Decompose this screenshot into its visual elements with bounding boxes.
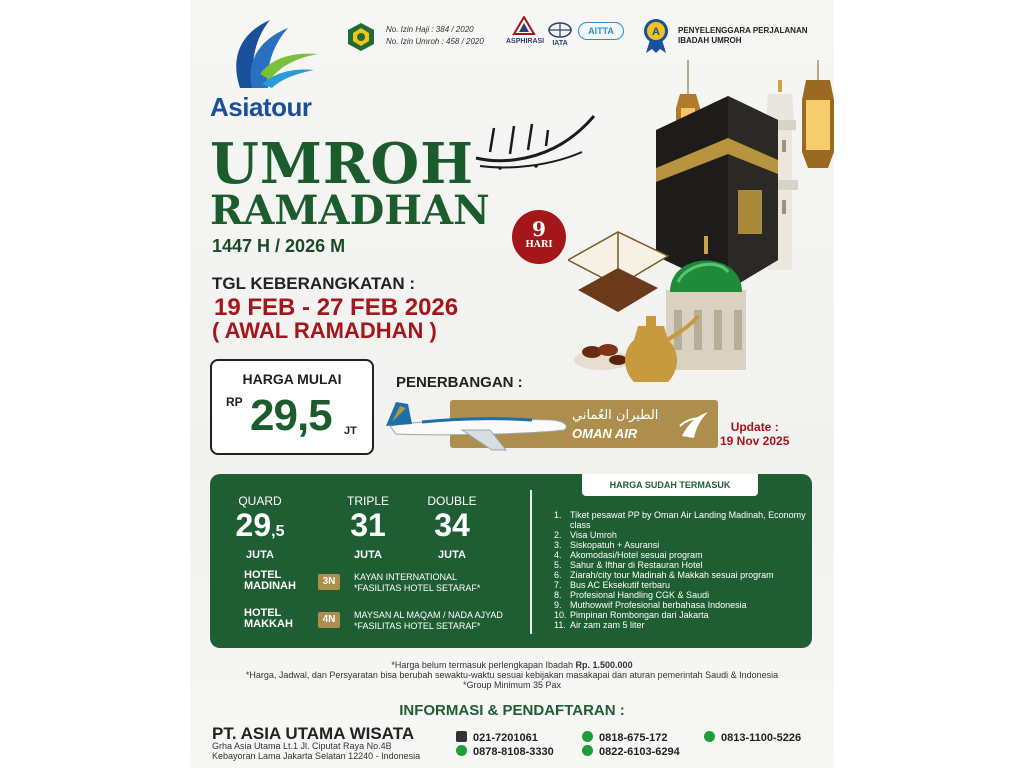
- departure-note: ( AWAL RAMADHAN ): [212, 318, 437, 343]
- price-label: HARGA MULAI: [242, 371, 342, 387]
- inclusion-text: Profesional Handling CGK & Saudi: [570, 590, 710, 600]
- room-double: [412, 494, 492, 561]
- aitta-logo: [578, 22, 624, 40]
- hotel-note: *FASILITAS HOTEL SETARAF*: [354, 621, 481, 631]
- license-haji: No. Izin Haji : 384 / 2020: [386, 25, 474, 34]
- asiatour-logo-icon: [210, 18, 320, 92]
- room-unit: JUTA: [354, 549, 382, 561]
- inclusion-text: Tiket pesawat PP by Oman Air Landing Madinah, Economy class: [570, 510, 806, 530]
- note-ibadah: [190, 660, 834, 670]
- organizer-line1: PENYELENGGARA PERJALANAN: [678, 26, 808, 35]
- title-year: 1447 H / 2026 M: [212, 236, 346, 256]
- duration-number: 9: [532, 217, 546, 241]
- organizer-line2: IBADAH UMROH: [678, 36, 742, 45]
- room-unit: JUTA: [246, 549, 274, 561]
- hotel-city-name: MAKKAH: [244, 618, 293, 630]
- inclusion-text: Sahur & Ifthar di Restauran Hotel: [570, 560, 703, 570]
- title-ramadhan: RAMADHAN: [210, 187, 490, 234]
- kemenag-emblem-icon: [346, 22, 376, 52]
- room-name: DOUBLE: [427, 494, 477, 508]
- price-value: 29,5: [250, 391, 332, 440]
- hotel-nights: 4N: [318, 612, 340, 628]
- room-name: TRIPLE: [346, 494, 389, 508]
- svg-text:A: A: [652, 26, 660, 38]
- large-lantern-icon: [802, 80, 834, 168]
- contact-whatsapp-3[interactable]: [582, 745, 680, 758]
- phone-icon: [456, 731, 467, 742]
- room-price-main: 31: [350, 507, 386, 543]
- inclusion-text: Siskopatuh + Asuransi: [570, 540, 660, 550]
- inclusion-text: Pimpinan Rombongan dari Jakarta: [570, 610, 709, 620]
- whatsapp-number: 0813-1100-5226: [721, 732, 802, 744]
- hotel-label: HOTEL: [244, 569, 282, 581]
- note-ibadah-text: *Harga belum termasuk perlengkapan Ibadah: [391, 660, 576, 670]
- airline-name: OMAN AIR: [572, 426, 638, 441]
- hotel-nights: 3N: [318, 574, 340, 590]
- list-item: 5. Sahur & Ifthar di Restauran Hotel: [554, 560, 703, 570]
- list-item: 4. Akomodasi/Hotel sesuai program: [554, 550, 703, 560]
- list-item: 10. Pimpinan Rombongan dari Jakarta: [554, 610, 709, 620]
- iata-logo: [544, 22, 576, 47]
- airplane-icon: [382, 396, 572, 452]
- company-name: PT. ASIA UTAMA WISATA: [212, 724, 415, 743]
- whatsapp-number: 0822-6103-6294: [599, 746, 680, 758]
- price-unit: JT: [344, 425, 357, 437]
- aitta-label: AITTA: [578, 22, 624, 40]
- room-unit: JUTA: [438, 549, 466, 561]
- inclusion-text: Bus AC Eksekutif terbaru: [570, 580, 671, 590]
- note-terms: *Harga, Jadwal, dan Persyaratan bisa berubah sewaktu-waktu sesuai kebijakan masakapai dan aturan pemerintah Saudi & Indonesia: [245, 670, 779, 680]
- inclusion-text: Visa Umroh: [570, 530, 617, 540]
- departure-label: TGL KEBERANGKATAN :: [212, 274, 416, 293]
- hotel-name-text: MAYSAN AL MAQAM / NADA AJYAD: [354, 610, 503, 620]
- flight-label: PENERBANGAN :: [396, 374, 523, 391]
- hotel-name: [354, 610, 503, 632]
- contact-whatsapp-4[interactable]: [704, 731, 801, 744]
- hotel-note: *FASILITAS HOTEL SETARAF*: [354, 583, 481, 593]
- departure-dates: 19 FEB - 27 FEB 2026: [214, 294, 459, 321]
- labbaik-calligraphy-icon: [470, 108, 610, 178]
- organizer-label: [678, 26, 808, 46]
- hotel-city: [244, 570, 296, 592]
- hotel-name: [354, 572, 480, 594]
- panel-divider: [530, 490, 532, 634]
- inclusion-text: Akomodasi/Hotel sesuai program: [570, 550, 703, 560]
- hotel-city: [244, 608, 293, 630]
- license-umroh: No. Izin Umroh : 458 / 2020: [386, 37, 484, 46]
- duration-unit: HARI: [525, 240, 553, 250]
- contact-whatsapp-2[interactable]: [582, 731, 668, 744]
- airline-arabic-name: الطيران العُماني: [572, 408, 659, 423]
- brand-name: Asiatour: [210, 92, 312, 122]
- footnotes: [190, 660, 834, 690]
- oman-air-logo-icon: [676, 406, 712, 442]
- inclusions-list: [554, 510, 812, 630]
- hotel-city-name: MADINAH: [244, 580, 296, 592]
- package-details-panel: [210, 474, 812, 648]
- asphirasi-logo: [506, 16, 545, 45]
- room-quard: [220, 494, 300, 561]
- list-item: 8. Profesional Handling CGK & Saudi: [554, 590, 710, 600]
- room-triple: [328, 494, 408, 561]
- company-address: [212, 741, 420, 761]
- info-title: INFORMASI & PENDAFTARAN :: [399, 702, 625, 719]
- update-date: 19 Nov 2025: [720, 434, 790, 448]
- asphirasi-icon: [512, 16, 536, 36]
- hotel-label: HOTEL: [244, 607, 282, 619]
- list-item: 9. Muthowwif Profesional berbahasa Indonesia: [554, 600, 747, 610]
- whatsapp-number: 0878-8108-3330: [473, 746, 554, 758]
- list-item: 6. Ziarah/city tour Madinah & Makkah sesuai program: [554, 570, 774, 580]
- room-price: [328, 508, 408, 549]
- title-umroh: UMROH: [210, 131, 475, 197]
- phone-number: 021-7201061: [473, 732, 538, 744]
- contact-phone[interactable]: [456, 731, 538, 744]
- room-prices: [220, 494, 520, 574]
- inclusion-text: Ziarah/city tour Madinah & Makkah sesuai program: [570, 570, 774, 580]
- address-line1: Grha Asia Utama Lt.1 Jl. Ciputat Raya No.4B: [212, 741, 392, 751]
- whatsapp-icon: [704, 731, 715, 742]
- hotel-name-text: KAYAN INTERNATIONAL: [354, 572, 458, 582]
- inclusion-text: Air zam zam 5 liter: [570, 620, 645, 630]
- contact-whatsapp-1[interactable]: [456, 745, 554, 758]
- poster: [190, 0, 834, 768]
- inclusions-title: HARGA SUDAH TERMASUK: [582, 474, 758, 496]
- update-note: [720, 420, 789, 448]
- iata-label: IATA: [552, 40, 568, 47]
- room-name: QUARD: [238, 494, 282, 508]
- starting-price-box: [210, 359, 374, 455]
- room-price: [412, 508, 492, 549]
- list-item: 7. Bus AC Eksekutif terbaru: [554, 580, 671, 590]
- list-item: 2. Visa Umroh: [554, 530, 617, 540]
- kaaba-icon: [656, 96, 778, 290]
- duration-badge: [512, 210, 566, 264]
- whatsapp-icon: [582, 731, 593, 742]
- room-price-main: 34: [434, 507, 470, 543]
- list-item: 11. Air zam zam 5 liter: [554, 620, 645, 630]
- list-item: 3. Siskopatuh + Asuransi: [554, 540, 660, 550]
- asphirasi-label: ASPHIRASI: [506, 38, 545, 45]
- note-group: *Group Minimum 35 Pax: [462, 680, 562, 690]
- update-label: Update :: [730, 420, 779, 434]
- whatsapp-icon: [582, 745, 593, 756]
- address-line2: Kebayoran Lama Jakarta Selatan 12240 - Indonesia: [212, 751, 421, 761]
- whatsapp-number: 0818-675-172: [599, 732, 668, 744]
- room-price-decimal: ,5: [271, 523, 285, 540]
- room-price-main: 29: [235, 507, 272, 543]
- license-numbers: [386, 24, 484, 48]
- globe-icon: [547, 22, 573, 38]
- price-currency: RP: [226, 395, 243, 409]
- whatsapp-icon: [456, 745, 467, 756]
- certification-badge-icon: [642, 18, 670, 54]
- inclusion-text: Muthowwif Profesional berbahasa Indonesia: [570, 600, 747, 610]
- note-ibadah-amount: Rp. 1.500.000: [575, 660, 633, 670]
- list-item: 1. Tiket pesawat PP by Oman Air Landing Madinah, Economy class: [554, 510, 806, 530]
- room-price: [220, 508, 300, 549]
